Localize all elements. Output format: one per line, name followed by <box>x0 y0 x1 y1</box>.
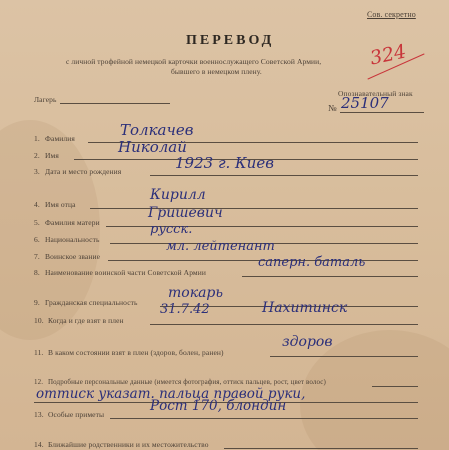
field-4-value: Кирилл <box>150 187 206 203</box>
field-8-label: Наименование воинской части Советской Армии <box>45 268 206 277</box>
field-6-number: 6. <box>34 235 40 244</box>
field-11-number: 11. <box>34 348 44 357</box>
field-3-label: Дата и место рождения <box>45 167 122 176</box>
field-10-line <box>150 324 418 325</box>
camp-label: Лагерь <box>34 95 57 104</box>
field-6-label: Национальность <box>45 235 100 244</box>
classification-stamp: Сов. секретно <box>367 10 416 19</box>
field-5-number: 5. <box>34 218 40 227</box>
field-4-line <box>90 208 418 209</box>
field-8-line <box>242 276 418 277</box>
field-2-value: Николай <box>118 138 187 156</box>
field-12-line <box>372 386 418 387</box>
field-3-line <box>150 175 418 176</box>
ident-number-value: 25107 <box>341 94 389 112</box>
field-9-value: токарь <box>168 285 223 301</box>
field-11-line <box>270 356 418 357</box>
field-13-number: 13. <box>34 410 44 419</box>
ident-label: Опознавательный знак <box>338 89 413 98</box>
field-10-label: Когда и где взят в плен <box>48 316 124 325</box>
field-13-label: Особые приметы <box>48 410 105 419</box>
red-archive-number: 324 <box>368 40 409 70</box>
field-11-value: здоров <box>282 334 333 350</box>
ident-number-sign: № <box>328 103 337 113</box>
field-10-number: 10. <box>34 316 44 325</box>
field-12-value: оттиск указат. пальца правой руки, <box>36 386 306 402</box>
field-2-label: Имя <box>45 151 59 160</box>
ident-line <box>340 112 424 113</box>
field-4-label: Имя отца <box>45 200 76 209</box>
field-12-number: 12. <box>34 378 44 386</box>
field-10-date-value: 31.7.42 <box>160 302 210 317</box>
field-3-number: 3. <box>34 167 40 176</box>
field-9-number: 9. <box>34 298 40 307</box>
field-1-value: Толкачев <box>120 121 194 139</box>
field-5-label: Фамилия матери <box>45 218 100 227</box>
field-2-number: 2. <box>34 151 40 160</box>
camp-line <box>60 103 170 104</box>
document-subtitle-line2: бывшего в немецком плену. <box>171 67 262 76</box>
field-8-value: саперн. баталь <box>258 255 366 270</box>
field-13-line <box>110 418 418 419</box>
field-12-label: Подробные персональные данные (имеется фотография, оттиск пальцев, рост, цвет волос) <box>48 378 326 386</box>
field-1-label: Фамилия <box>45 134 75 143</box>
field-7-label: Воинское звание <box>45 252 101 261</box>
field-14-line <box>224 448 418 449</box>
field-8-number: 8. <box>34 268 40 277</box>
document-title: ПЕРЕВОД <box>186 33 275 48</box>
field-11-label: В каком состоянии взят в плен (здоров, болен, ранен) <box>48 348 224 357</box>
field-14-number: 14. <box>34 440 44 449</box>
field-9-label: Гражданская специальность <box>45 298 138 307</box>
field-4-number: 4. <box>34 200 40 209</box>
field-14-label: Ближайшие родственники и их местожительство <box>48 440 209 449</box>
field-6-value: русск. <box>150 222 193 237</box>
field-3-value: 1923 г. Киев <box>175 154 274 172</box>
field-7-value: мл. лейтенант <box>166 239 275 254</box>
field-1-number: 1. <box>34 134 40 143</box>
field-5-value: Гришевич <box>148 205 223 221</box>
document-subtitle-line1: с личной трофейной немецкой карточки военнослужащего Советской Армии, <box>66 57 322 66</box>
field-10-place-value: Нахитинск <box>262 300 348 316</box>
field-13-value: Рост 170, блондин <box>150 398 287 414</box>
field-7-number: 7. <box>34 252 40 261</box>
